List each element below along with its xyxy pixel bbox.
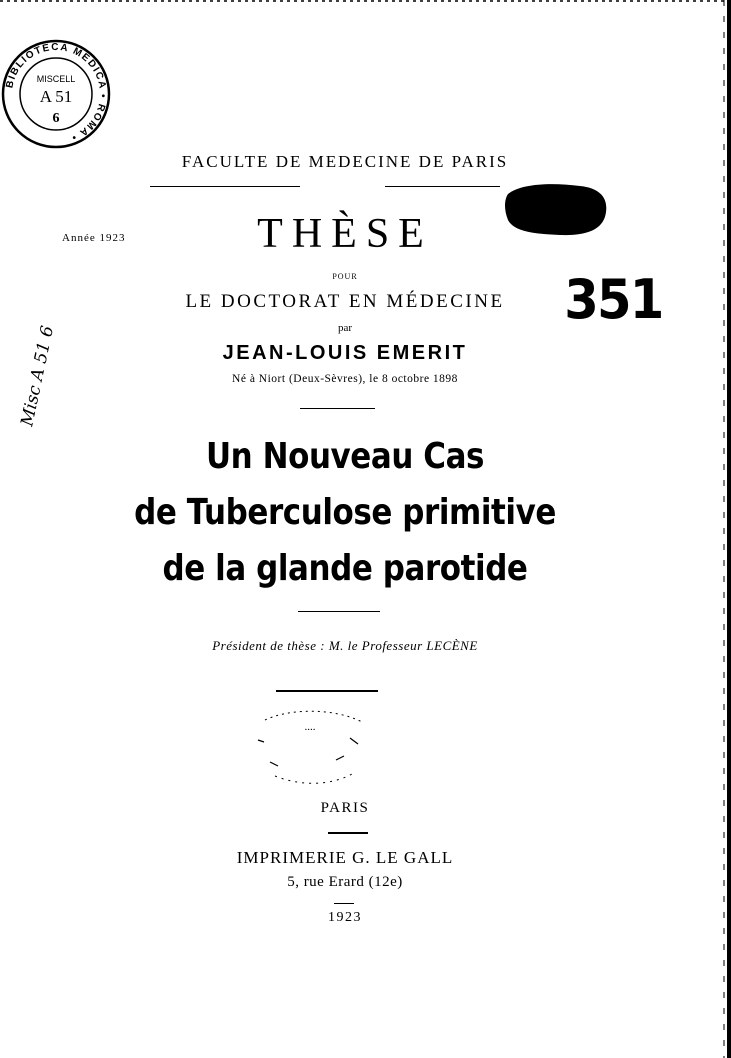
title-line-2: de Tuberculose primitive — [134, 492, 556, 533]
handwritten-number: 351 — [564, 268, 663, 331]
stamp-line2: A 51 — [39, 87, 73, 106]
birth-rule — [300, 408, 375, 409]
stamp-line1: MISCELL — [36, 74, 76, 84]
faculty-rule-left — [150, 186, 300, 187]
faculty-rule-right — [385, 186, 500, 187]
birth-line: Né à Niort (Deux-Sèvres), le 8 octobre 1898 — [232, 373, 458, 385]
imprint-address: 5, rue Erard (12e) — [287, 874, 403, 890]
svg-text:Misc A 51 6: Misc A 51 6 — [17, 324, 59, 429]
president-line: Président de thèse : M. le Professeur LECÈNE — [212, 638, 478, 653]
faculty-heading: FACULTE DE MEDECINE DE PARIS — [181, 152, 509, 171]
title-line-3: de la glande parotide — [162, 548, 528, 589]
stamp-line3: 6 — [52, 111, 60, 126]
imprint-year: 1923 — [328, 910, 362, 925]
scan-edge-top — [0, 0, 731, 6]
title-line-1: Un Nouveau Cas — [205, 436, 485, 477]
author-name: JEAN-LOUIS EMERIT — [222, 342, 468, 364]
par-label: par — [337, 322, 353, 334]
scan-edge-right — [722, 0, 731, 1058]
degree-line: LE DOCTORAT EN MÉDECINE — [185, 291, 505, 312]
title-rule — [298, 611, 380, 612]
pour-label: POUR — [332, 272, 358, 281]
library-stamp — [0, 38, 112, 150]
faint-stamp-text: .... — [304, 721, 316, 733]
imprint-printer: IMPRIMERIE G. LE GALL — [236, 848, 454, 867]
imprint-rule-2 — [334, 903, 354, 904]
handwritten-margin-note — [2, 262, 62, 432]
faint-stamp-residue — [240, 700, 380, 790]
president-rule — [276, 690, 378, 692]
year-label: Année 1923 — [62, 232, 126, 244]
imprint-rule-1 — [328, 832, 368, 834]
stamp-ring-text: BIBLIOTECA MEDICA • ROMA • — [4, 41, 109, 144]
imprint-city: PARIS — [320, 800, 370, 816]
thesis-title: THÈSE — [257, 211, 433, 257]
